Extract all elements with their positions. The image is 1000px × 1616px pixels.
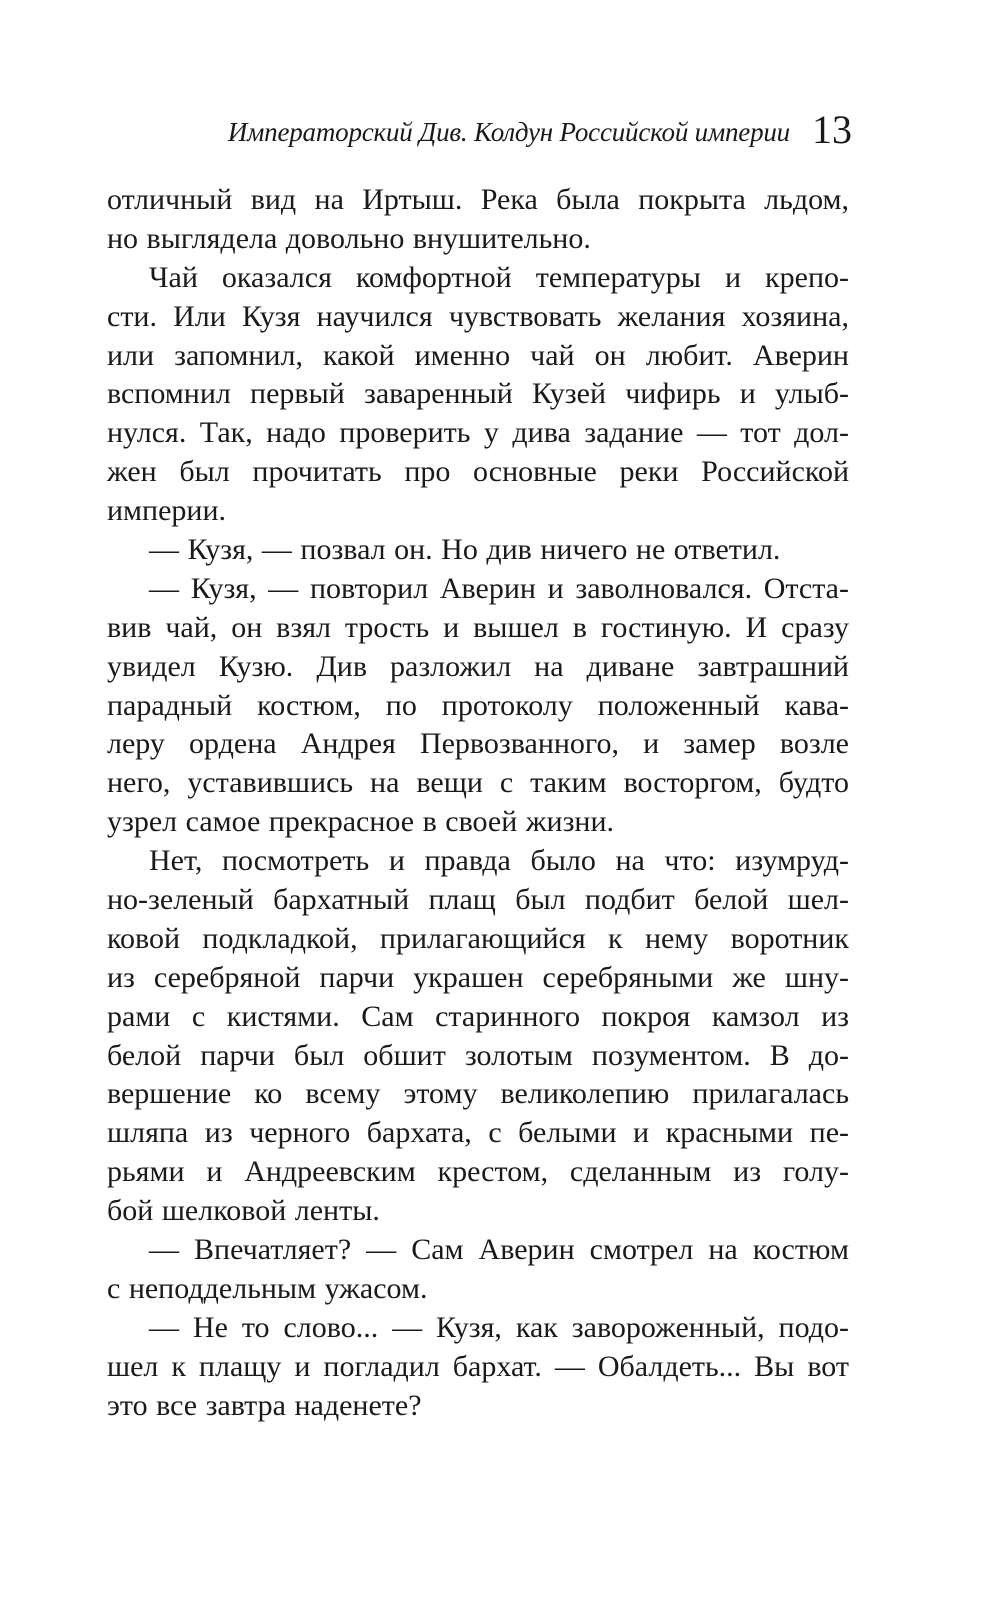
- text-line: жен был прочитать про основные реки Российской: [107, 455, 849, 489]
- text-line: увидел Кузю. Див разложил на диване завтрашний: [107, 649, 849, 683]
- text-line: рами с кистями. Сам старинного покроя камзол из: [107, 999, 849, 1033]
- text-line: парадный костюм, по протоколу положенный кава-: [107, 688, 849, 722]
- text-line: ковой подкладкой, прилагающийся к нему воротник: [107, 921, 849, 955]
- text-line: — Кузя, — повторил Аверин и заволновался. Отста-: [149, 571, 849, 605]
- text-line: Нет, посмотреть и правда было на что: изумруд-: [149, 844, 849, 878]
- page-number: 13: [812, 107, 852, 152]
- text-line: шел к плащу и погладил бархат. — Обалдеть... Вы вот: [107, 1349, 849, 1383]
- text-line: Чай оказался комфортной температуры и крепо-: [149, 260, 849, 294]
- text-line: — Впечатляет? — Сам Аверин смотрел на костюм: [149, 1233, 849, 1267]
- text-line: вив чай, он взял трость и вышел в гостиную. И сразу: [107, 610, 849, 644]
- text-line: бой шелковой ленты.: [107, 1194, 380, 1228]
- text-line: вершение ко всему этому великолепию прилагалась: [107, 1077, 849, 1111]
- running-title: Императорский Див. Колдун Российской империи: [227, 117, 790, 147]
- text-line: с неподдельным ужасом.: [107, 1271, 428, 1305]
- text-line: но-зеленый бархатный плащ был подбит белой шел-: [107, 883, 849, 917]
- text-line: узрел самое прекрасное в своей жизни.: [107, 805, 615, 839]
- text-line: — Кузя, — позвал он. Но див ничего не ответил.: [149, 533, 781, 567]
- body-text: [107, 181, 849, 1426]
- text-line: империи.: [107, 494, 227, 528]
- text-line: отличный вид на Иртыш. Река была покрыта льдом,: [107, 183, 849, 216]
- text-line: вспомнил первый заваренный Кузей чифирь и улыб-: [107, 377, 849, 411]
- text-line: шляпа из черного бархата, с белыми и красными пе-: [107, 1116, 849, 1150]
- text-line: — Не то слово... — Кузя, как завороженный, подо-: [149, 1310, 849, 1344]
- text-line: или запомнил, какой именно чай он любит. Аверин: [107, 338, 849, 372]
- text-line: белой парчи был обшит золотым позументом. В до-: [107, 1038, 849, 1072]
- text-line: это все завтра наденете?: [107, 1388, 422, 1422]
- text-line: него, уставившись на вещи с таким восторгом, будто: [107, 766, 849, 800]
- text-line: сти. Или Кузя научился чувствовать желания хозяина,: [107, 299, 849, 333]
- text-line: рьями и Андреевским крестом, сделанным из голу-: [107, 1155, 849, 1189]
- text-line: леру ордена Андрея Первозванного, и замер возле: [107, 727, 849, 761]
- text-line: но выглядела довольно внушительно.: [107, 221, 591, 255]
- text-line: нулся. Так, надо проверить у дива задание — тот дол-: [107, 416, 849, 450]
- text-line: из серебряной парчи украшен серебряными же шну-: [107, 960, 849, 994]
